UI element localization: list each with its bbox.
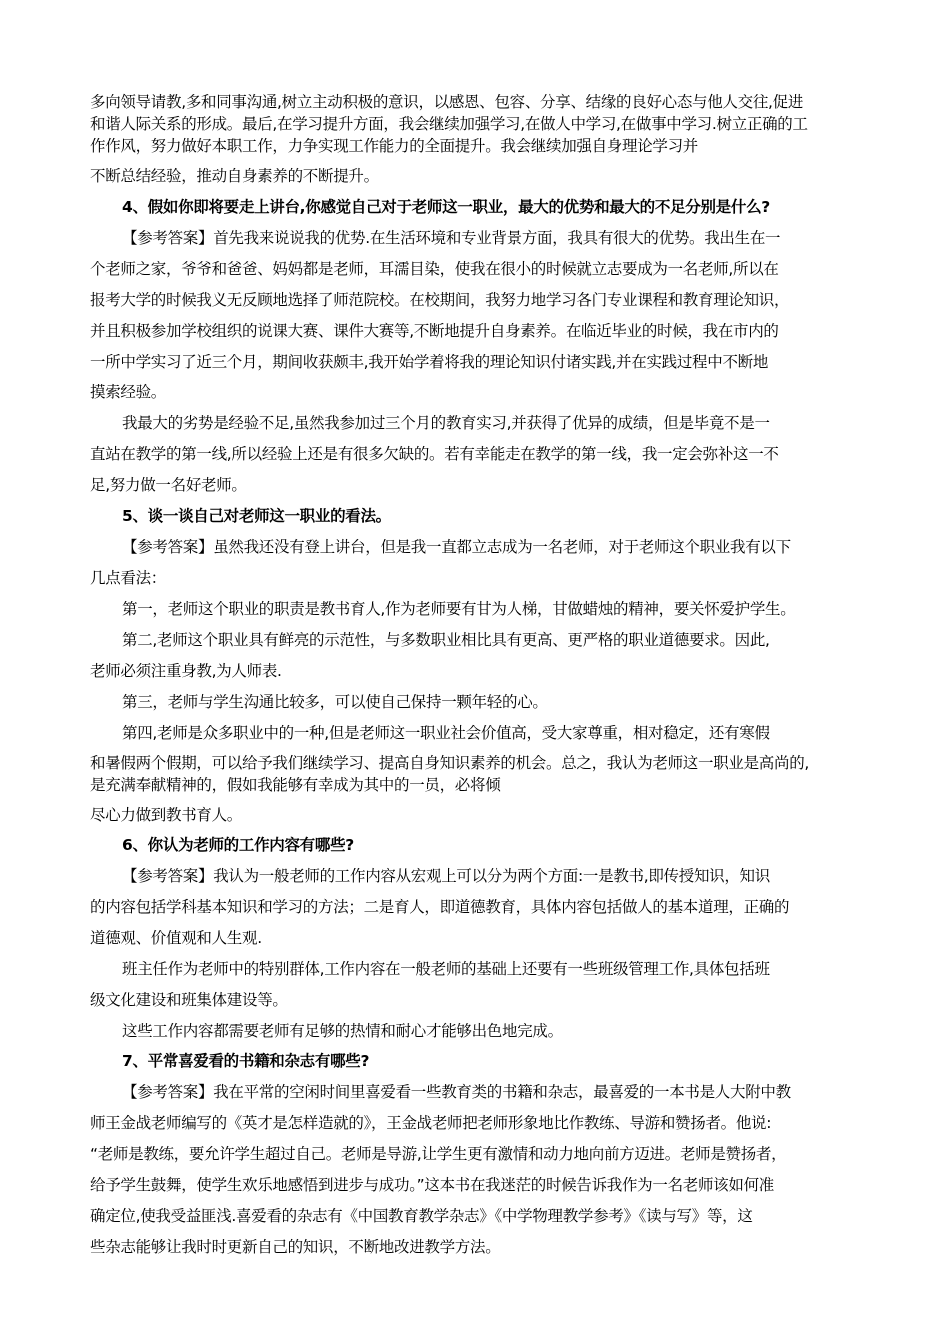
answer-line: 个老师之家，爷爷和爸爸、妈妈都是老师，耳濡目染，使我在很小的时候就立志要成为一名老师,所以在	[90, 260, 779, 278]
answer-line: 【参考答案】虽然我还没有登上讲台，但是我一直都立志成为一名老师，对于老师这个职业我有以下	[122, 538, 791, 556]
answer-line: 第四,老师是众多职业中的一种,但是老师这一职业社会价值高，受大家尊重，相对稳定，还有寒假	[122, 724, 770, 742]
answer-line: 我最大的劣势是经验不足,虽然我参加过三个月的教育实习,并获得了优异的成绩，但是毕竟不是一	[122, 414, 770, 432]
answer-line: 报考大学的时候我义无反顾地选择了师范院校。在校期间，我努力地学习各门专业课程和教育理论知识，	[90, 291, 790, 309]
paragraph-line: 作作风，努力做好本职工作，力争实现工作能力的全面提升。我会继续加强自身理论学习并	[90, 137, 699, 155]
answer-line: 师王金战老师编写的《英才是怎样造就的》，王金战老师把老师形象地比作教练、导游和赞扬者。他说:	[90, 1114, 772, 1132]
answer-line: 些杂志能够让我时时更新自己的知识，不断地改进教学方法。	[90, 1238, 501, 1256]
answer-line: 道德观、价值观和人生观.	[90, 929, 262, 947]
answer-line: 【参考答案】首先我来说说我的优势.在生活环境和专业背景方面，我具有很大的优势。我出生在一	[122, 229, 781, 247]
answer-line: 这些工作内容都需要老师有足够的热情和耐心才能够出色地完成。	[122, 1022, 563, 1040]
answer-line: 级文化建设和班集体建设等。	[90, 991, 288, 1009]
answer-line: 第一，老师这个职业的职责是教书育人,作为老师要有甘为人梯，甘做蜡烛的精神，要关怀爱护学生。	[122, 600, 796, 618]
answer-line: 确定位,使我受益匪浅.喜爱看的杂志有《中国教育教学杂志》《中学物理教学参考》《读与写》等，这	[90, 1207, 753, 1225]
paragraph-line: 和谐人际关系的形成。最后,在学习提升方面，我会继续加强学习,在做人中学习,在做事中学习.树立正确的工	[90, 115, 808, 133]
answer-line: 并且积极参加学校组织的说课大赛、课件大赛等,不断地提升自身素养。在临近毕业的时候，我在市内的	[90, 322, 779, 340]
answer-line: 【参考答案】我认为一般老师的工作内容从宏观上可以分为两个方面:一是教书,即传授知识，知识	[122, 867, 770, 885]
answer-line: 老师必须注重身教,为人师表.	[90, 662, 282, 680]
paragraph-line: 不断总结经验，推动自身素养的不断提升。	[90, 167, 379, 185]
answer-line: 几点看法：	[90, 569, 167, 587]
paragraph-line: 多向领导请教,多和同事沟通,树立主动积极的意识，以感恩、包容、分享、结缘的良好心态与他人交往,促进	[90, 93, 804, 111]
question-heading: 5、谈一谈自己对老师这一职业的看法。	[122, 507, 391, 525]
question-heading: 6、你认为老师的工作内容有哪些?	[122, 836, 354, 854]
answer-line: 一所中学实习了近三个月，期间收获颇丰,我开始学着将我的理论知识付诸实践,并在实践过程中不断地	[90, 353, 769, 371]
answer-line: 尽心力做到教书育人。	[90, 806, 243, 824]
answer-line: 的内容包括学科基本知识和学习的方法；二是育人，即道德教育，具体内容包括做人的基本道理，正确的	[90, 898, 790, 916]
question-heading: 4、假如你即将要走上讲台,你感觉自己对于老师这一职业，最大的优势和最大的不足分别是什么?	[122, 198, 770, 216]
answer-line: 是充满奉献精神的，假如我能够有幸成为其中的一员，必将倾	[90, 776, 501, 794]
answer-line: 直站在教学的第一线,所以经验上还是有很多欠缺的。若有幸能走在教学的第一线，我一定会弥补这一不	[90, 445, 779, 463]
answer-line: 摸索经验。	[90, 383, 167, 401]
answer-line: 足,努力做一名好老师。	[90, 476, 247, 494]
answer-line: 和暑假两个假期，可以给予我们继续学习、提高自身知识素养的机会。总之，我认为老师这一职业是高尚的,	[90, 754, 810, 772]
answer-line: 【参考答案】我在平常的空闲时间里喜爱看一些教育类的书籍和杂志，最喜爱的一本书是人大附中教	[122, 1083, 791, 1101]
answer-line: 第三，老师与学生沟通比较多，可以使自己保持一颗年轻的心。	[122, 693, 548, 711]
answer-line: “老师是教练，要允许学生超过自己。老师是导游,让学生更有激情和动力地向前方迈进。老师是赞扬者，	[90, 1145, 787, 1163]
answer-line: 班主任作为老师中的特别群体,工作内容在一般老师的基础上还要有一些班级管理工作,具体包括班	[122, 960, 770, 978]
answer-line: 第二,老师这个职业具有鲜亮的示范性，与多数职业相比具有更高、更严格的职业道德要求。因此,	[122, 631, 770, 649]
answer-line: 给予学生鼓舞，使学生欢乐地感悟到进步与成功。”这本书在我迷茫的时候告诉我作为一名老师该如何准	[90, 1176, 774, 1194]
question-heading: 7、平常喜爱看的书籍和杂志有哪些?	[122, 1052, 370, 1070]
